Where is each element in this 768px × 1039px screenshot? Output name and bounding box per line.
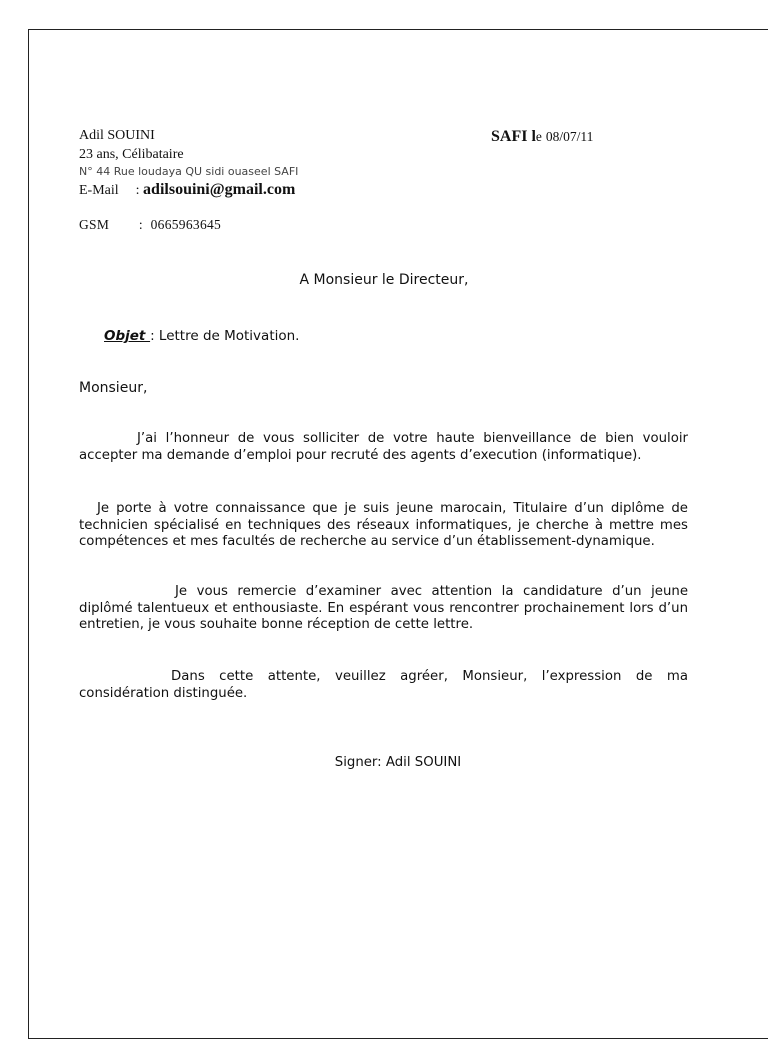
- date-block: [491, 128, 593, 146]
- email-label: E-Mail: [79, 183, 119, 198]
- paragraph-1: J’ai l’honneur de vous solliciter de votre haute bienveillance de bien vouloir accepter ma demande d’emploi pour recruté des agents d’execution (informatique).: [79, 431, 688, 463]
- objet-label: Objet: [104, 328, 151, 344]
- date-le-rest: e: [535, 129, 542, 144]
- signature: Signer: Adil SOUINI: [334, 755, 462, 770]
- email-separator: :: [135, 183, 140, 198]
- paragraph-2: Je porte à votre connaissance que je suis jeune marocain, Titulaire d’un diplôme de technicien spécialisé en techniques des réseaux informatiques, je cherche à mettre mes compétences et mes facultés de recherche au service d’un établissement-dynamique.: [79, 501, 688, 549]
- gsm-label: GSM: [79, 217, 110, 232]
- date-city: SAFI: [491, 128, 528, 145]
- sender-age-status: 23 ans, Célibataire: [79, 147, 184, 162]
- gsm-separator: :: [138, 217, 143, 232]
- recipient-line: A Monsieur le Directeur,: [299, 272, 469, 288]
- paragraph-4: Dans cette attente, veuillez agréer, Monsieur, l’expression de ma considération distinguée.: [79, 669, 688, 701]
- sender-address: N° 44 Rue loudaya QU sidi ouaseel SAFI: [79, 165, 299, 178]
- sender-name: Adil SOUINI: [79, 128, 155, 143]
- date-value: 08/07/11: [545, 129, 594, 144]
- email-row: [79, 181, 295, 199]
- objet-text: : Lettre de Motivation.: [150, 328, 300, 344]
- email-value: adilsouini@gmail.com: [143, 181, 296, 198]
- date-le: l: [531, 128, 536, 145]
- gsm-row: [79, 217, 221, 233]
- salutation: Monsieur,: [79, 380, 148, 396]
- paragraph-3: Je vous remercie d’examiner avec attention la candidature d’un jeune diplômé talentueux et enthousiaste. En espérant vous rencontrer prochainement lors d’un entretien, je vous souhaite bonne réception de cette lettre.: [79, 584, 688, 632]
- objet-line: [104, 328, 299, 344]
- gsm-value: 0665963645: [150, 217, 222, 232]
